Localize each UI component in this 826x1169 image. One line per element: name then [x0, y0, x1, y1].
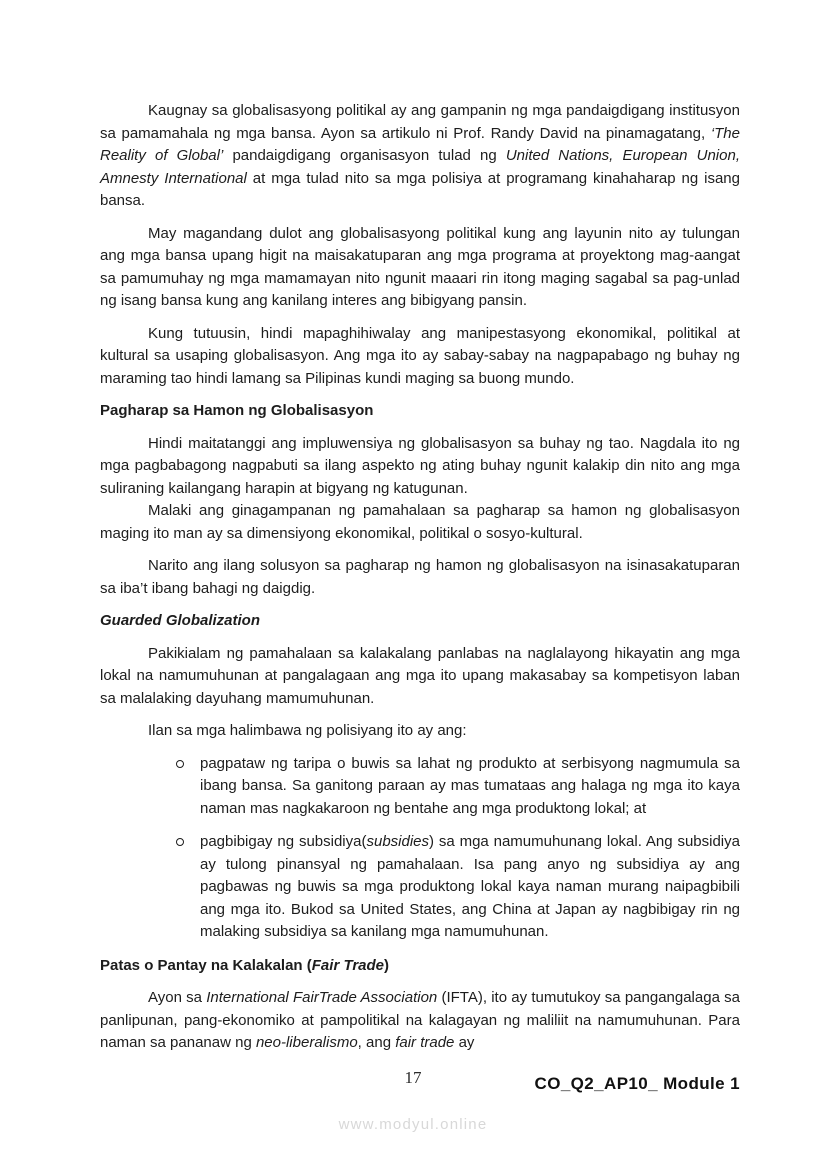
paragraph-narito-ang-ilang-solusyon [100, 555, 740, 600]
text-run: Guarded Globalization [100, 612, 261, 629]
text-run: Pagharap sa Hamon ng Globalisasyon [100, 402, 374, 419]
text-run: International FairTrade Association [206, 989, 438, 1006]
text-run: Hindi maitatanggi ang impluwensiya ng globalisasyon sa buhay ng tao. Nagdala ito ng mga pagbabagong nagpabuti sa ilang aspekto ng ating buhay ngunit kalakip din nito ang mga suliraning kailangang harapin at bigyang ng katugunan. [100, 434, 740, 497]
text-run: Kung tutuusin, hindi mapaghihiwalay ang manipestasyong ekonomikal, politikal at kultural sa usaping globalisasyon. Ang mga ito ay sabay-sabay na nagpapabago ng buhay ng maraming tao hindi lamang sa Pilipinas kundi maging sa buong mundo. [100, 324, 740, 387]
paragraph-kung-tutuusin [100, 323, 740, 391]
list-item-subsidiya [100, 831, 740, 944]
text-run: neo-liberalismo [255, 1034, 358, 1051]
text-run: at mga tulad nito sa mga polisiya at programang kinahaharap ng isang bansa. [100, 169, 740, 209]
text-run: , ang [357, 1034, 396, 1051]
text-run: Patas o Pantay na Kalakalan ( [100, 956, 312, 974]
text-run: subsidies [366, 833, 430, 850]
text-run: ) sa mga namumuhunang lokal. Ang subsidiya ay tulong pinansyal ng pamahalaan. Isa pang anyo ng subsidiya ay ang pagbawas ng buwis sa mga produktong lokal kaya naman murang naipagbibili ang mga ito. Bukod sa United States, ang China at Japan ay nagbibigay rin ng malaking subsidiya sa kanilang mga namumuhunan. [200, 833, 740, 940]
section-heading-guarded-globalization [100, 610, 740, 633]
text-run: fair trade [395, 1034, 455, 1051]
paragraph-malaki-ang-ginagampanan [100, 500, 740, 545]
paragraph-hindi-maitatanggi [100, 433, 740, 501]
text-run: ) [384, 956, 390, 974]
paragraph-may-magandang-dulot [100, 223, 740, 313]
section-heading-pagharap-sa-hamon [100, 400, 740, 423]
text-run: Pakikialam ng pamahalaan sa kalakalang panlabas na naglalayong hikayatin ang mga lokal na namumuhunan at pangalagaan ang mga ito upang makasabay sa kompetisyon laban sa malalaking dayuhang mamumuhunan. [100, 644, 740, 707]
text-run: (IFTA), ito ay tumutukoy sa pangangalaga sa panlipunan, pang-ekonomiko at pampolitikal na kalagayan ng maliliit na namumuhunan. Para naman sa pananaw ng [100, 989, 740, 1051]
text-run: pagbibigay ng subsidiya( [200, 833, 367, 850]
text-run: Malaki ang ginagampanan ng pamahalaan sa pagharap sa hamon ng globalisasyon maging ito man ay sa dimensiyong ekonomikal, politikal o sosyo-kultural. [100, 502, 740, 542]
text-run: ay [454, 1034, 475, 1051]
text-run: Kaugnay sa globalisasyong politikal ay ang gampanin ng mga pandaigdigang institusyon sa pamamahala ng mga bansa. Ayon sa artikulo ni Prof. Randy David na pinamagatang, [100, 102, 740, 142]
document-body [100, 100, 740, 1065]
policy-bullet-list [100, 753, 740, 944]
text-run: pandaigdigang organisasyon tulad ng [223, 147, 506, 164]
paragraph-ilan-sa-mga-halimbawa [100, 720, 740, 743]
watermark-text: www.modyul.online [338, 1116, 488, 1133]
module-label: CO_Q2_AP10_ Module 1 [534, 1074, 740, 1093]
text-run: pagpataw ng taripa o buwis sa lahat ng produkto at serbisyong nagmumula sa ibang bansa. Sa ganitong paraan ay mas tumataas ang halaga ng mga ito kaya naman mas nagkakaroon ng bentahe ang mga produktong lokal; at [200, 754, 740, 817]
text-run: Ayon sa [148, 989, 207, 1006]
text-run: Fair Trade [311, 956, 385, 974]
paragraph-ayon-sa-ifta [100, 987, 740, 1055]
paragraph-kaugnay [100, 100, 740, 213]
section-heading-fair-trade [100, 955, 740, 978]
paragraph-pakikialam [100, 643, 740, 711]
text-run: Narito ang ilang solusyon sa pagharap ng hamon ng globalisasyon na isinasakatuparan sa iba’t ibang bahagi ng daigdig. [100, 557, 740, 597]
page-number: 17 [404, 1068, 422, 1087]
list-item-taripa [100, 753, 740, 821]
text-run: Ilan sa mga halimbawa ng polisiyang ito ay ang: [148, 722, 467, 739]
text-run: United Nations, European Union, Amnesty International [100, 147, 740, 187]
text-run: ‘The Reality of Global’ [100, 124, 740, 164]
text-run: May magandang dulot ang globalisasyong politikal kung ang layunin nito ay tulungan ang mga bansa upang higit na maisakatuparan ang mga programa at proyektong mag-aangat sa pamumuhay ng mga mamamayan nito ngunit maaari rin itong maging sagabal sa pag-unlad ng isang bansa kung ang kanilang interes ang bibigyang pansin. [100, 224, 740, 309]
